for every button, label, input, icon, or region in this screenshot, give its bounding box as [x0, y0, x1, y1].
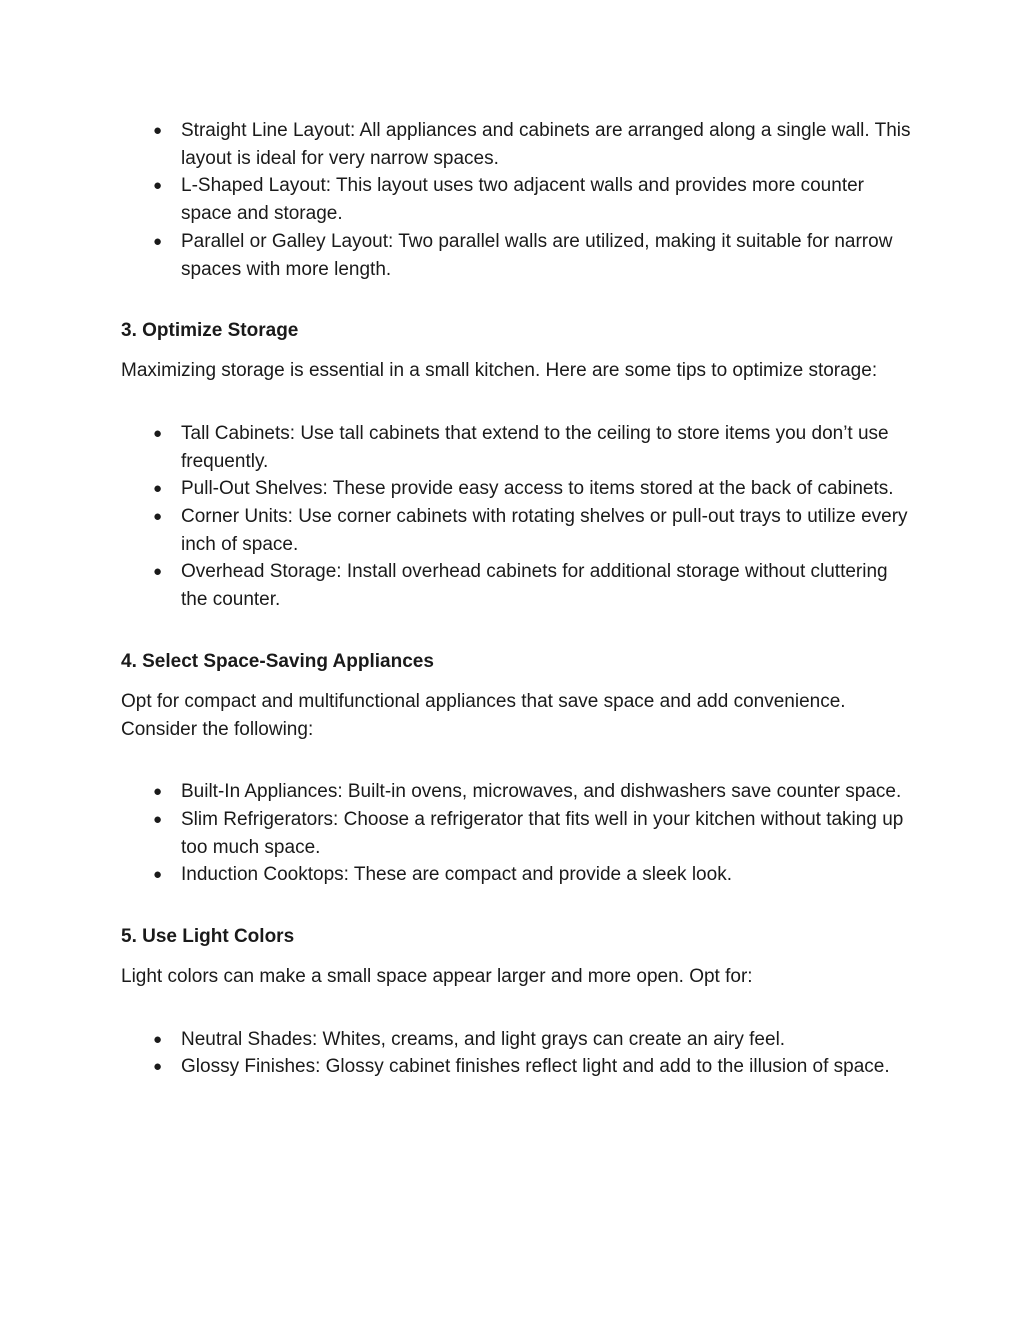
- bullet-icon: ●: [153, 424, 163, 442]
- bullet-icon: ●: [153, 563, 163, 581]
- list-item: ● Glossy Finishes: Glossy cabinet finishes reflect light and add to the illusion of space.: [121, 1053, 911, 1081]
- bullet-icon: ●: [153, 232, 163, 250]
- section-intro: Opt for compact and multifunctional appliances that save space and add convenience. Consider the following:: [121, 690, 846, 740]
- list-item: ● Tall Cabinets: Use tall cabinets that extend to the ceiling to store items you don’t use frequently.: [121, 420, 911, 475]
- bullet-icon: ●: [153, 810, 163, 828]
- list-item: ● Straight Line Layout: All appliances and cabinets are arranged along a single wall. This layout is ideal for very narrow spaces.: [121, 117, 911, 172]
- storage-tips-list: [121, 420, 911, 614]
- bullet-icon: ●: [153, 177, 163, 195]
- bullet-icon: ●: [153, 122, 163, 139]
- list-item: ● Parallel or Galley Layout: Two parallel walls are utilized, making it suitable for narrow spaces with more length.: [121, 228, 911, 283]
- list-item: ● L-Shaped Layout: This layout uses two adjacent walls and provides more counter space and storage.: [121, 172, 911, 227]
- bullet-icon: ●: [153, 1058, 163, 1076]
- list-item: ● Corner Units: Use corner cabinets with rotating shelves or pull-out trays to utilize every inch of space.: [121, 503, 911, 558]
- bullet-icon: ●: [153, 508, 163, 526]
- list-item: ● Neutral Shades: Whites, creams, and light grays can create an airy feel.: [121, 1026, 911, 1054]
- document-page: [121, 117, 911, 1081]
- list-item: ● Pull-Out Shelves: These provide easy access to items stored at the back of cabinets.: [121, 475, 911, 503]
- bullet-icon: ●: [153, 480, 163, 498]
- section-intro: Light colors can make a small space appear larger and more open. Opt for:: [121, 966, 753, 988]
- list-item: ● Slim Refrigerators: Choose a refrigerator that fits well in your kitchen without taking up too much space.: [121, 806, 911, 861]
- bullet-icon: ●: [153, 866, 163, 884]
- list-item: ● Induction Cooktops: These are compact and provide a sleek look.: [121, 861, 911, 889]
- section-heading-optimize-storage: 3. Optimize Storage: [121, 320, 299, 342]
- section-heading-space-saving-appliances: 4. Select Space-Saving Appliances: [121, 650, 434, 672]
- section-heading-light-colors: 5. Use Light Colors: [121, 926, 295, 948]
- section-intro: Maximizing storage is essential in a small kitchen. Here are some tips to optimize storage:: [121, 360, 878, 382]
- bullet-icon: ●: [153, 1030, 163, 1048]
- appliances-list: [121, 778, 911, 889]
- list-item: ● Overhead Storage: Install overhead cabinets for additional storage without cluttering the counter.: [121, 558, 911, 613]
- bullet-icon: ●: [153, 783, 163, 801]
- light-colors-list: [121, 1026, 911, 1081]
- list-item: ● Built-In Appliances: Built-in ovens, microwaves, and dishwashers save counter space.: [121, 778, 911, 806]
- layout-types-list: [121, 117, 911, 283]
